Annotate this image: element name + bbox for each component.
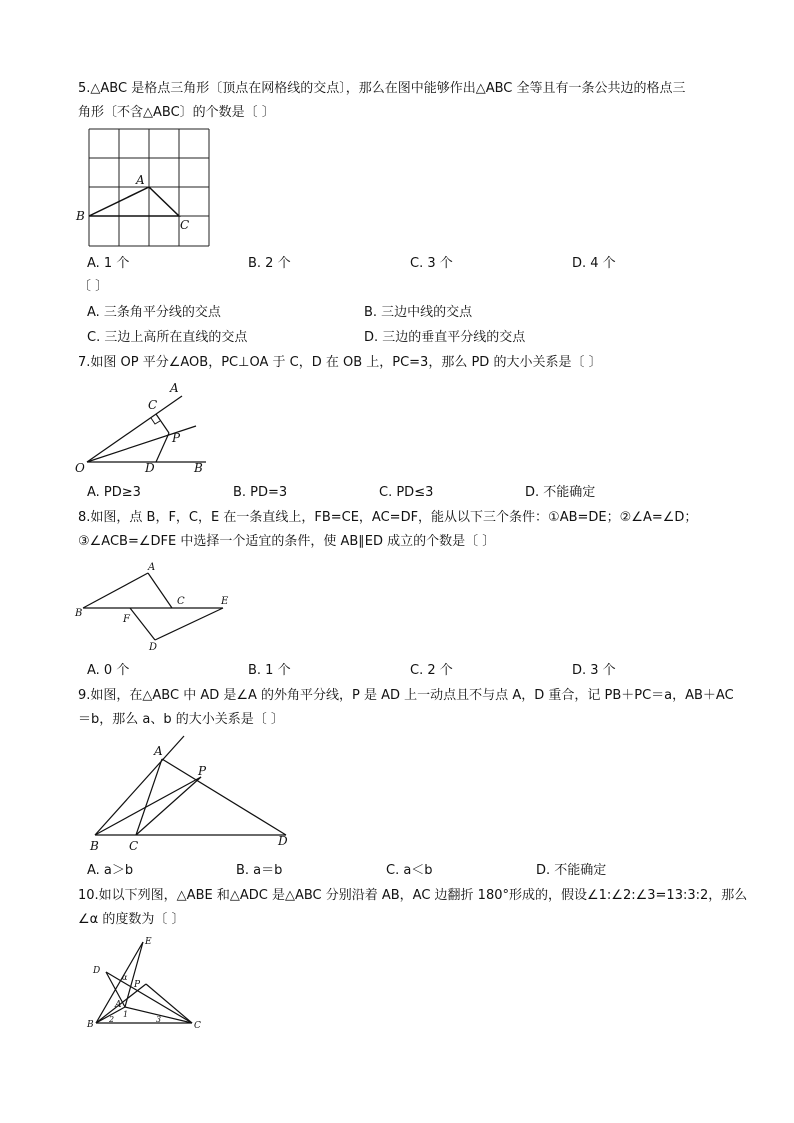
q7-option-b[interactable]: B. PD=3 — [233, 485, 288, 500]
q5-option-d[interactable]: D. 4 个 — [572, 256, 616, 271]
q5-grid-figure — [70, 125, 220, 255]
q5-label-a: A — [136, 173, 145, 187]
q6-option-d[interactable]: D. 三边的垂直平分线的交点 — [364, 330, 526, 345]
q5-option-a[interactable]: A. 1 个 — [87, 256, 130, 271]
q8-label-e: E — [221, 596, 229, 607]
q8-option-b[interactable]: B. 1 个 — [248, 663, 291, 678]
q7-label-p: P — [172, 431, 181, 445]
q7-label-c: C — [148, 398, 158, 412]
q9-option-a[interactable]: A. a＞b — [87, 863, 134, 878]
q7-label-a: A — [170, 381, 179, 395]
q5-option-c[interactable]: C. 3 个 — [410, 256, 453, 271]
q9-text-line1: 9.如图，在△ABC 中 AD 是∠A 的外角平分线，P 是 AD 上一动点且不与点 A，D 重合，记 PB＋PC＝a，AB＋AC — [78, 688, 734, 703]
q8-text-line2: ③∠ACB=∠DFE 中选择一个适宜的条件，使 AB∥ED 成立的个数是〔 〕 — [78, 534, 496, 549]
q10-label-e: E — [145, 937, 152, 947]
q9-figure — [80, 732, 300, 857]
q9-label-d: D — [278, 834, 288, 848]
q10-label-1: 1 — [123, 1010, 129, 1019]
q10-label-a: A — [115, 1000, 122, 1010]
q9-option-b[interactable]: B. a＝b — [236, 863, 283, 878]
q8-option-a[interactable]: A. 0 个 — [87, 663, 130, 678]
q7-option-d[interactable]: D. 不能确定 — [525, 485, 596, 500]
q9-label-p: P — [198, 764, 207, 778]
q6-text-line1: 〔 〕 — [78, 279, 109, 294]
q7-label-d: D — [145, 461, 155, 475]
q8-label-a: A — [148, 562, 156, 573]
q5-text-line1: 5.△ABC 是格点三角形〔顶点在网格线的交点〕，那么在图中能够作出△ABC 全等且有一条公共边的格点三 — [78, 81, 686, 96]
q8-option-c[interactable]: C. 2 个 — [410, 663, 453, 678]
q10-label-c: C — [194, 1021, 201, 1031]
q8-label-d: D — [149, 642, 158, 653]
q5-option-b[interactable]: B. 2 个 — [248, 256, 291, 271]
q10-text-line2: ∠α 的度数为〔 〕 — [78, 912, 185, 927]
q6-option-a[interactable]: A. 三条角平分线的交点 — [87, 305, 221, 320]
q10-label-d: D — [93, 966, 101, 976]
q6-option-c[interactable]: C. 三边上高所在直线的交点 — [87, 330, 248, 345]
q7-option-c[interactable]: C. PD≤3 — [379, 485, 434, 500]
q8-text-line1: 8.如图，点 B，F，C，E 在一条直线上，FB=CE，AC=DF，能从以下三个条件：①AB=DE；②∠A=∠D； — [78, 510, 698, 525]
q5-label-c: C — [180, 218, 190, 232]
q5-label-b: B — [76, 209, 85, 223]
q8-label-c: C — [177, 596, 185, 607]
q8-figure — [70, 558, 245, 658]
q9-option-d[interactable]: D. 不能确定 — [536, 863, 607, 878]
q9-label-a: A — [154, 744, 163, 758]
q10-label-p: P — [134, 980, 141, 990]
q5-triangle-abc — [89, 187, 179, 216]
q10-label-alpha: α — [122, 973, 128, 982]
q8-label-f: F — [123, 614, 130, 625]
q9-label-c: C — [129, 839, 139, 853]
q10-text-line1: 10.如以下列图，△ABE 和△ADC 是△ABC 分别沿着 AB，AC 边翻折 180°形成的，假设∠1:∠2:∠3=13:3:2，那么 — [78, 888, 748, 903]
q6-option-b[interactable]: B. 三边中线的交点 — [364, 305, 473, 320]
q7-label-b: B — [194, 461, 203, 475]
q8-option-d[interactable]: D. 3 个 — [572, 663, 616, 678]
q7-text-line1: 7.如图 OP 平分∠AOB，PC⊥OA 于 C，D 在 OB 上，PC=3，那么 PD 的大小关系是〔 〕 — [78, 355, 602, 370]
q7-option-a[interactable]: A. PD≥3 — [87, 485, 141, 500]
q10-figure — [82, 932, 212, 1037]
q8-label-b: B — [75, 608, 83, 619]
q9-label-b: B — [90, 839, 99, 853]
q9-option-c[interactable]: C. a＜b — [386, 863, 433, 878]
q10-label-b: B — [87, 1020, 94, 1030]
q7-label-o: O — [75, 461, 85, 475]
q10-label-3: 3 — [156, 1015, 162, 1024]
q7-figure — [70, 378, 220, 478]
q9-text-line2: ＝b，那么 a、b 的大小关系是〔 〕 — [78, 712, 284, 727]
q5-text-line2: 角形〔不含△ABC〕的个数是〔 〕 — [78, 105, 275, 120]
q10-label-2: 2 — [109, 1015, 115, 1024]
